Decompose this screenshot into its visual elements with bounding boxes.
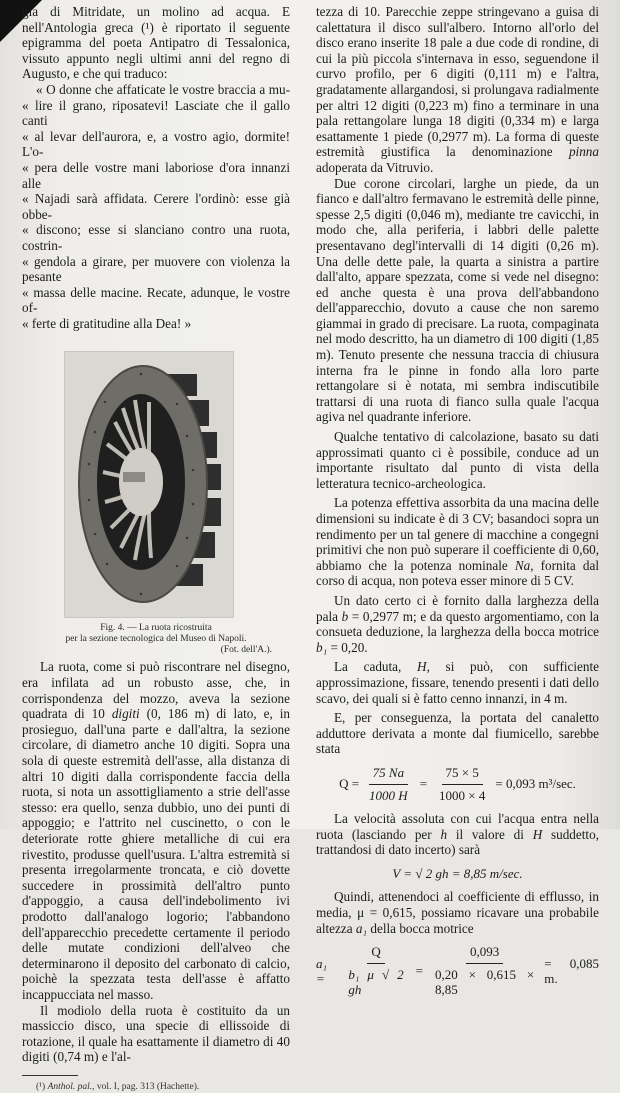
formula-lhs: a₁ = xyxy=(316,955,328,987)
denominator: 1000 × 4 xyxy=(439,787,486,803)
text-run-italic: H xyxy=(417,659,427,675)
text-run: La potenza effettiva assorbita da una macina delle dimensioni su indicate è di 3 CV; basandoci sopra un rendimento per un tal genere di macchine a congegni primitivi che non può superare il coefficiente di 0,60, abbiamo che la potenza nominale xyxy=(316,495,599,573)
formula-result: = 0,093 m³/sec. xyxy=(495,776,576,792)
paragraph-corone: Due corone circolari, larghe un piede, da un fianco e dall'altro fermavano le estremità delle pinne, spesse 2,5 digiti (0,046 m), mediante tre cavicchi, in modo che, alla periferia, i labbri delle palette presentavano degl'intervalli di 14 digiti (0,26 m). Una delle dette pale, la quarta a sinistra a partire dall'alto, appare spezzata, come si vede nel disegno: ed anche questa è una prova dell'abbandono dell'apparecchio, dovuto a cause che non saremo giammai in grado di precisare. La ruota, compaginata nel modo descritto, ha un diametro di 100 digiti (1,85 m). Tenuto presente che nessuna traccia di chiusura interna fra le pinne in fondo alla loro parte rettangolare si è notata, mi sembra indiscutibile trattarsi di una ruota di fianco sulla quale l'acqua agiva nel quadrante inferiore. xyxy=(316,175,599,425)
footnote-text: , vol. I, pag. 313 (Hachette). xyxy=(92,1081,200,1092)
formula-lhs: Q = xyxy=(339,776,360,792)
footnote-title: Anthol. pal. xyxy=(47,1081,93,1092)
text-run-italic: pinna xyxy=(568,144,599,160)
text-run: Un dato certo ci è fornito dalla larghezza della pala xyxy=(316,592,599,624)
text-run: La ruota, come si può riscontrare nel disegno, era infilata ad un robusto asse, che, in corrispondenza del mozzo, aveva la sezione quadrata di 10 xyxy=(22,659,290,722)
text-run: (0, 186 m) di lato, e, in prosieguo, dall'una parte e dall'altra, la sezione circolare, di diametro anche 10 digiti. Sopra una sola di queste estremità dell'asse, alla distanza di altri 10 digiti dalla corrispondente faccia della ruota, si nota un assottigliamento a strie dell'asse stesso: era quello, senza dubbio, uno dei punti di appoggio; e l'attrito nel cuscinetto, o con le deteriorate rotte ghiere metalliche di cui era rivestito, produsse quell'usura. L'altra estremità si presenta irregolarmente troncata, e ciò dovette succedere in prossimità dell'altro punto d'appoggio, a causa dell'indebolimento ivi prodotto dall'analogo logorio; l'abbandono dell'apparecchio precedette certamente il periodo delle mutate condizioni dell'alveo che determinarono il deposito del carbonato di calcio, poichè la spezzata testa dell'asse è affatto incappucciata nel masso. xyxy=(22,706,291,1002)
text-run: tezza di 10. Parecchie zeppe stringevano a guisa di calettatura il disco sull'albero. Intorno all'orlo del disco erano inserite 18 pale a due code di rondine, di cui la più piccola s'internava in esso, seguendone il curvo profilo, per 6 digiti (0,111 m) e l'altra, gradatamente allargandosi, si prolungava radialmente per altri 12 digiti (0,223 m) fino a terminare in una pala rettangolare lunga 18 digiti (0,334 m) e larga esattamente 1 piede (0,2977 m). La forma di queste estremità giustifica la denominazione xyxy=(316,4,599,160)
photo-credit: (Fot. dell'A.). xyxy=(220,645,272,656)
right-column xyxy=(316,4,599,1006)
paragraph-calcolazione: Qualche tentativo di calcolazione, basato su dati approssimati quanto ci è possibile, conduce ad un importante risultato dal punto di vista della letteratura tecnico-archeologica. xyxy=(316,429,599,491)
footnote-mark: (¹) xyxy=(36,1081,48,1092)
text-run: adoperata da Vitruvio. xyxy=(316,159,434,175)
fraction xyxy=(431,944,538,998)
paragraph-modiolo-cont xyxy=(316,4,599,176)
equals-sign: = xyxy=(415,963,423,979)
paragraph-efflusso xyxy=(316,889,599,936)
formula-altezza xyxy=(316,944,599,998)
text-run-italic: b xyxy=(341,608,349,624)
paragraph-modiolo: Il modiolo della ruota è costituito da un massiccio disco, una specie di ellissoide di rotazione, il quale ha esattamente il diametro di 40 digiti (0,74 m) e l'al- xyxy=(22,1002,290,1065)
epigram-quote xyxy=(22,82,290,332)
text-run: , fornita dal corso di acqua, non poteva esser minore di 5 CV. xyxy=(316,557,600,589)
quote-line: « ferte di gratitudine alla Dea! » xyxy=(22,315,192,331)
quote-line: « pera delle vostre mani laboriose d'ora innanzi alle xyxy=(22,159,290,191)
paragraph-portata: E, per conseguenza, la portata del canaletto adduttore derivata a monte dal fiumicello, sarebbe stata xyxy=(316,710,599,757)
text-run-italic: Na xyxy=(514,557,531,573)
quote-line: « massa delle macine. Recate, adunque, le vostre of- xyxy=(22,284,290,316)
text-run: il valore di xyxy=(447,826,533,842)
denominator: b₁ μ √ 2 gh xyxy=(348,966,404,998)
paragraph-ruota xyxy=(22,659,290,1002)
formula-result: = 0,085 m. xyxy=(544,955,599,987)
fraction xyxy=(435,765,489,803)
denominator: 0,20 × 0,615 × 8,85 xyxy=(435,966,535,998)
caption-line-1: Fig. 4. — La ruota ricostruita xyxy=(100,623,212,634)
text-run-italic: H xyxy=(532,826,543,842)
fraction xyxy=(344,944,407,998)
quote-line: « al levar dell'aurora, e, a vostro agio, dormite! L'o- xyxy=(22,128,290,160)
text-run: = 0,2977 m; e da questo argomentiamo, con la consueta deduzione, la larghezza della bocca motrice xyxy=(316,608,599,640)
quote-line: « gendola a girare, per muovere con violenza la pesante xyxy=(22,253,290,285)
text-run-italic: b₁ xyxy=(316,639,328,655)
paragraph-velocita xyxy=(316,811,599,858)
text-run-italic: h xyxy=(440,826,448,842)
footnote-divider xyxy=(22,1075,78,1076)
water-wheel-illustration xyxy=(65,352,233,617)
numerator: Q xyxy=(367,944,384,964)
footnote xyxy=(22,1082,290,1093)
caption-line-2: per la sezione tecnologica del Museo di Napoli. xyxy=(65,634,247,645)
text-run: suddetto, trattandosi di dato incerto) sarà xyxy=(316,826,599,858)
paragraph-potenza xyxy=(316,495,599,589)
denominator: 1000 H xyxy=(369,787,408,803)
equals-sign: = xyxy=(419,776,428,792)
figure-4 xyxy=(22,351,290,656)
quote-line: « Najadi sarà affidata. Cerere l'ordinò: esse già obbe- xyxy=(22,191,290,222)
text-run: , si può, con sufficiente approssimazione, fissare, tenendo presenti i dati dello scavo, dei quali si è fatto cenno innanzi, in 4 m. xyxy=(316,659,599,706)
figure-caption xyxy=(22,623,290,656)
text-run: Quindi, attenendoci al coefficiente di efflusso, in media, μ = 0,615, possiamo ricavare una probabile altezza xyxy=(316,889,599,936)
text-run: della bocca motrice xyxy=(367,920,474,936)
fraction xyxy=(365,765,412,803)
water-wheel-photo xyxy=(64,351,234,618)
text-run: La velocità assoluta con cui l'acqua entra nella ruota (lasciando per xyxy=(316,811,599,842)
paragraph-antologia: gia di Mitridate, un molino ad acqua. E nell'Antologia greca (¹) è riportato il seguente epigramma del poeta Antipatro di Tessalonica, vissuto appunto negli ultimi anni del regno di Augusto, e che qui traduco: xyxy=(22,4,290,82)
formula-velocita: V = √ 2 gh = 8,85 m/sec. xyxy=(392,865,523,881)
text-run: = 0,20. xyxy=(327,639,368,655)
left-column xyxy=(22,4,290,1093)
text-run: La caduta, xyxy=(334,659,418,675)
numerator: 75 Na xyxy=(369,765,408,785)
paragraph-larghezza xyxy=(316,593,599,655)
numerator: 75 × 5 xyxy=(442,765,483,785)
numerator: 0,093 xyxy=(466,944,503,964)
paragraph-caduta xyxy=(316,659,599,706)
formula-portata xyxy=(316,765,599,803)
text-run-italic: a₁ xyxy=(355,920,368,936)
quote-line: « discono; esse si slanciano contro una ruota, costrin- xyxy=(22,222,290,253)
quote-line: « O donne che affaticate le vostre braccia a mu- xyxy=(36,81,290,97)
text-run-italic: digiti xyxy=(111,706,140,722)
quote-line: « lire il grano, riposatevi! Lasciate che il gallo canti xyxy=(22,97,290,129)
